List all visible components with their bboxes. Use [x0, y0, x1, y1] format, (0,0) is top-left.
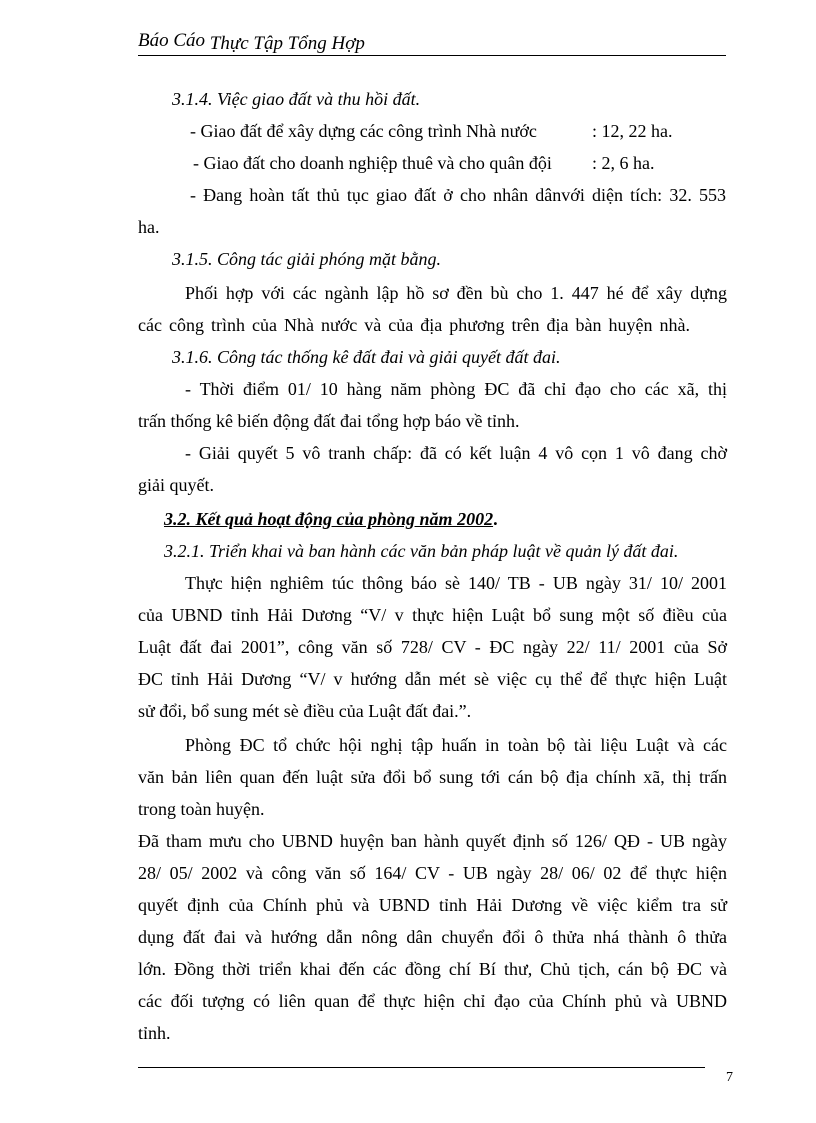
paragraph-line: giải quyết.	[138, 475, 214, 495]
list-item-enterprise-value: : 2, 6 ha.	[592, 153, 655, 173]
paragraph-line: Luật đất đai 2001”, công văn số 728/ CV - ĐC ngày 22/ 11/ 2001 của Sở	[138, 637, 727, 657]
page-number: 7	[726, 1070, 733, 1085]
footer-divider	[138, 1067, 705, 1068]
paragraph-line: dụng đất đai và hướng dẫn nông dân chuyển đổi ô thửa nhá thành ô thửa	[138, 927, 727, 947]
paragraph-line: sử đổi, bổ sung mét sè điều của Luật đất đai.”.	[138, 701, 472, 721]
paragraph-line: lớn. Đồng thời triển khai đến các đồng chí Bí thư, Chủ tịch, cán bộ ĐC và	[138, 959, 727, 979]
header-title-part1: Báo Cáo	[138, 30, 206, 51]
list-item-enterprise-label: - Giao đất cho doanh nghiệp thuê và cho quân đội	[193, 153, 552, 173]
subsection-3-2-1-heading: 3.2.1. Triển khai và ban hành các văn bản pháp luật về quản lý đất đai.	[164, 541, 679, 561]
paragraph-line: các đối tượng có liên quan để thực hiện chỉ đạo của Chính phủ và UBND	[138, 991, 727, 1011]
paragraph-line: trong toàn huyện.	[138, 799, 265, 819]
section-3-2-heading	[164, 508, 498, 530]
page-header	[138, 30, 365, 52]
paragraph-line: Thực hiện nghiêm túc thông báo sè 140/ TB - UB ngày 31/ 10/ 2001	[185, 573, 727, 593]
paragraph-line: - Thời điểm 01/ 10 hàng năm phòng ĐC đã chỉ đạo cho các xã, thị	[185, 379, 727, 399]
paragraph-line: - Giải quyết 5 vô tranh chấp: đã có kết luận 4 vô cọn 1 vô đang chờ	[185, 443, 727, 463]
paragraph-line: - Đang hoàn tất thủ tục giao đất ở cho nhân dânvới diện tích: 32. 553	[190, 185, 726, 205]
header-divider	[138, 55, 726, 56]
paragraph-line: Phối hợp với các ngành lập hồ sơ đền bù cho 1. 447 hé để xây dựng	[185, 283, 727, 303]
section-3-2-title: 3.2. Kết quả hoạt động của phòng năm 2002	[164, 509, 494, 529]
paragraph-line: văn bản liên quan đến luật sửa đổi bổ sung tới cán bộ địa chính xã, thị trấn	[138, 767, 727, 787]
paragraph-line: các công trình của Nhà nước và của địa phương trên địa bàn huyện nhà.	[138, 315, 690, 335]
subsection-3-1-6-heading: 3.1.6. Công tác thống kê đất đai và giải quyết đất đai.	[172, 347, 561, 367]
paragraph-line: 28/ 05/ 2002 và công văn số 164/ CV - UB ngày 28/ 06/ 02 để thực hiện	[138, 863, 727, 883]
paragraph-line: ĐC tỉnh Hải Dương “V/ v hướng dẫn mét sè việc cụ thể để thực hiện Luật	[138, 669, 727, 689]
paragraph-line: của UBND tỉnh Hải Dương “V/ v thực hiện Luật bổ sung một số điều của	[138, 605, 727, 625]
paragraph-line: tỉnh.	[138, 1023, 171, 1043]
list-item-state-works-label: - Giao đất để xây dựng các công trình Nhà nước	[190, 121, 537, 141]
section-3-2-period: .	[493, 509, 498, 529]
header-title-part2: Thực Tập Tổng Hợp	[209, 33, 365, 54]
subsection-3-1-4-heading: 3.1.4. Việc giao đất và thu hồi đất.	[172, 89, 421, 109]
paragraph-line: Đã tham mưu cho UBND huyện ban hành quyết định số 126/ QĐ - UB ngày	[138, 831, 727, 851]
paragraph-line: quyết định của Chính phủ và UBND tỉnh Hải Dương về việc kiểm tra sử	[138, 895, 727, 915]
subsection-3-1-5-heading: 3.1.5. Công tác giải phóng mặt bằng.	[172, 249, 441, 269]
paragraph-line: trấn thống kê biến động đất đai tổng hợp báo về tỉnh.	[138, 411, 520, 431]
paragraph-line: Phòng ĐC tổ chức hội nghị tập huấn in toàn bộ tài liệu Luật và các	[185, 735, 727, 755]
paragraph-line: ha.	[138, 217, 160, 237]
list-item-state-works-value: : 12, 22 ha.	[592, 121, 673, 141]
